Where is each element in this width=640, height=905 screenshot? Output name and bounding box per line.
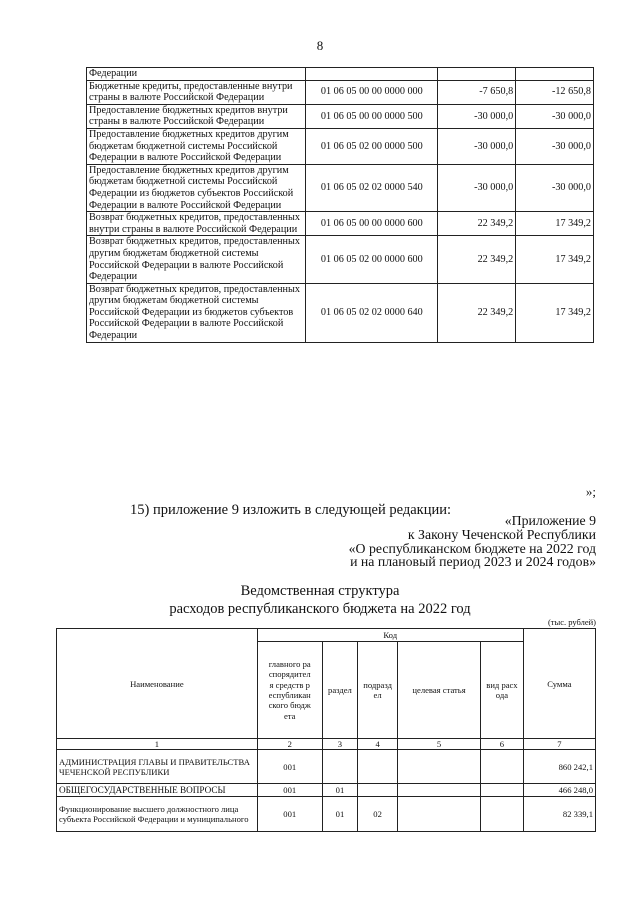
- col-number: 6: [481, 739, 524, 750]
- col-number: 7: [523, 739, 595, 750]
- title-line: Ведомственная структура: [240, 583, 400, 599]
- row-chief-manager: 001: [257, 797, 322, 832]
- row-code: 01 06 05 02 00 0000 600: [306, 236, 438, 283]
- row-code: 01 06 05 02 02 0000 640: [306, 283, 438, 342]
- row-value-1: [438, 68, 516, 81]
- row-value-1: 22 349,2: [438, 236, 516, 283]
- table-row: [57, 784, 596, 797]
- document-title: [0, 583, 640, 618]
- table-row: [87, 80, 594, 104]
- table-row: [57, 750, 596, 784]
- row-expense-type: [481, 784, 524, 797]
- row-subsection: [358, 784, 398, 797]
- row-section: [322, 750, 358, 784]
- amendment-item: 15) приложение 9 изложить в следующей редакции:: [130, 502, 452, 518]
- appendix-header: [349, 514, 596, 569]
- row-code: 01 06 05 02 02 0000 540: [306, 164, 438, 211]
- row-subsection: 02: [358, 797, 398, 832]
- row-name: Возврат бюджетных кредитов, предоставленных другим бюджетам бюджетной системы Российской Федерации в валюте Российской Федерации: [87, 236, 306, 283]
- row-expense-type: [481, 750, 524, 784]
- col-number: 4: [358, 739, 398, 750]
- title-line: расходов республиканского бюджета на 2022 год: [169, 600, 471, 617]
- row-amount: 860 242,1: [523, 750, 595, 784]
- row-name: Предоставление бюджетных кредитов другим бюджетам бюджетной системы Российской Федерации в валюте Российской Федерации: [87, 128, 306, 164]
- row-value-2: 17 349,2: [516, 283, 594, 342]
- row-value-2: 17 349,2: [516, 236, 594, 283]
- row-code: 01 06 05 02 00 0000 500: [306, 128, 438, 164]
- row-amount: 466 248,0: [523, 784, 595, 797]
- header-subsection-text: подраздел: [363, 680, 392, 700]
- header-chief-manager-text: главного распорядителя средств республиканского бюджета: [268, 658, 311, 721]
- table-row: [87, 68, 594, 81]
- header-code-group: Код: [257, 629, 523, 642]
- page-number: 8: [316, 38, 324, 53]
- row-amount: 82 339,1: [523, 797, 595, 832]
- header-amount: Сумма: [523, 629, 595, 739]
- row-target-item: [398, 750, 481, 784]
- row-value-1: 22 349,2: [438, 283, 516, 342]
- header-section: [322, 642, 358, 739]
- col-number: 5: [398, 739, 481, 750]
- row-name: Функционирование высшего должностного лица субъекта Российской Федерации и муниципального: [57, 797, 258, 832]
- col-number: 3: [322, 739, 358, 750]
- row-code: 01 06 05 00 00 0000 000: [306, 80, 438, 104]
- row-name: Предоставление бюджетных кредитов внутри страны в валюте Российской Федерации: [87, 104, 306, 128]
- row-value-2: -30 000,0: [516, 104, 594, 128]
- row-name: Возврат бюджетных кредитов, предоставленных другим бюджетам бюджетной системы Российской Федерации из бюджетов субъектов Российской Федерации в валюте Российской Федерации: [87, 283, 306, 342]
- table-row: [87, 164, 594, 211]
- header-target-item: целевая статья: [398, 642, 481, 739]
- table-row: [87, 212, 594, 236]
- header-chief-manager: [257, 642, 322, 739]
- row-value-1: -30 000,0: [438, 128, 516, 164]
- appendix-line: «Приложение 9: [504, 513, 596, 528]
- row-value-2: -30 000,0: [516, 164, 594, 211]
- row-value-2: 17 349,2: [516, 212, 594, 236]
- col-number: 2: [257, 739, 322, 750]
- row-value-2: [516, 68, 594, 81]
- col-number: 1: [57, 739, 258, 750]
- row-name: Федерации: [87, 68, 306, 81]
- row-name: Предоставление бюджетных кредитов другим бюджетам бюджетной системы Российской Федерации из бюджетов субъектов Российской Федерации в валюте Российской Федерации: [87, 164, 306, 211]
- row-name: АДМИНИСТРАЦИЯ ГЛАВЫ И ПРАВИТЕЛЬСТВА ЧЕЧЕНСКОЙ РЕСПУБЛИКИ: [57, 750, 258, 784]
- row-chief-manager: 001: [257, 784, 322, 797]
- row-chief-manager: 001: [257, 750, 322, 784]
- appendix-line: «О республиканском бюджете на 2022 год: [348, 540, 596, 556]
- appendix-line: и на плановый период 2023 и 2024 годов»: [350, 554, 596, 570]
- row-value-1: -30 000,0: [438, 104, 516, 128]
- table-row: [87, 236, 594, 283]
- row-code: 01 06 05 00 00 0000 500: [306, 104, 438, 128]
- row-name: ОБЩЕГОСУДАРСТВЕННЫЕ ВОПРОСЫ: [57, 784, 258, 797]
- row-name: Бюджетные кредиты, предоставленные внутри страны в валюте Российской Федерации: [87, 80, 306, 104]
- departmental-structure-table: [56, 628, 596, 832]
- row-target-item: [398, 784, 481, 797]
- header-subsection: [358, 642, 398, 739]
- table-row: [57, 797, 596, 832]
- row-name: Возврат бюджетных кредитов, предоставленных внутри страны в валюте Российской Федерации: [87, 212, 306, 236]
- units-label: (тыс. рублей): [547, 617, 596, 627]
- header-expense-type: [481, 642, 524, 739]
- appendix-line: к Закону Чеченской Республики: [407, 526, 596, 542]
- row-value-2: -12 650,8: [516, 80, 594, 104]
- table-row: [87, 283, 594, 342]
- row-value-1: -30 000,0: [438, 164, 516, 211]
- row-code: 01 06 05 00 00 0000 600: [306, 212, 438, 236]
- sources-financing-table: [86, 67, 594, 343]
- row-value-1: 22 349,2: [438, 212, 516, 236]
- closing-quote: »;: [585, 484, 596, 499]
- row-code: [306, 68, 438, 81]
- row-value-2: -30 000,0: [516, 128, 594, 164]
- row-value-1: -7 650,8: [438, 80, 516, 104]
- row-target-item: [398, 797, 481, 832]
- table-row: [87, 128, 594, 164]
- row-section: 01: [322, 797, 358, 832]
- row-section: 01: [322, 784, 358, 797]
- row-expense-type: [481, 797, 524, 832]
- header-expense-type-text: вид расхода: [486, 680, 518, 700]
- header-section-text: раздел: [328, 685, 352, 695]
- header-name: Наименование: [57, 629, 258, 739]
- table-row: [87, 104, 594, 128]
- row-subsection: [358, 750, 398, 784]
